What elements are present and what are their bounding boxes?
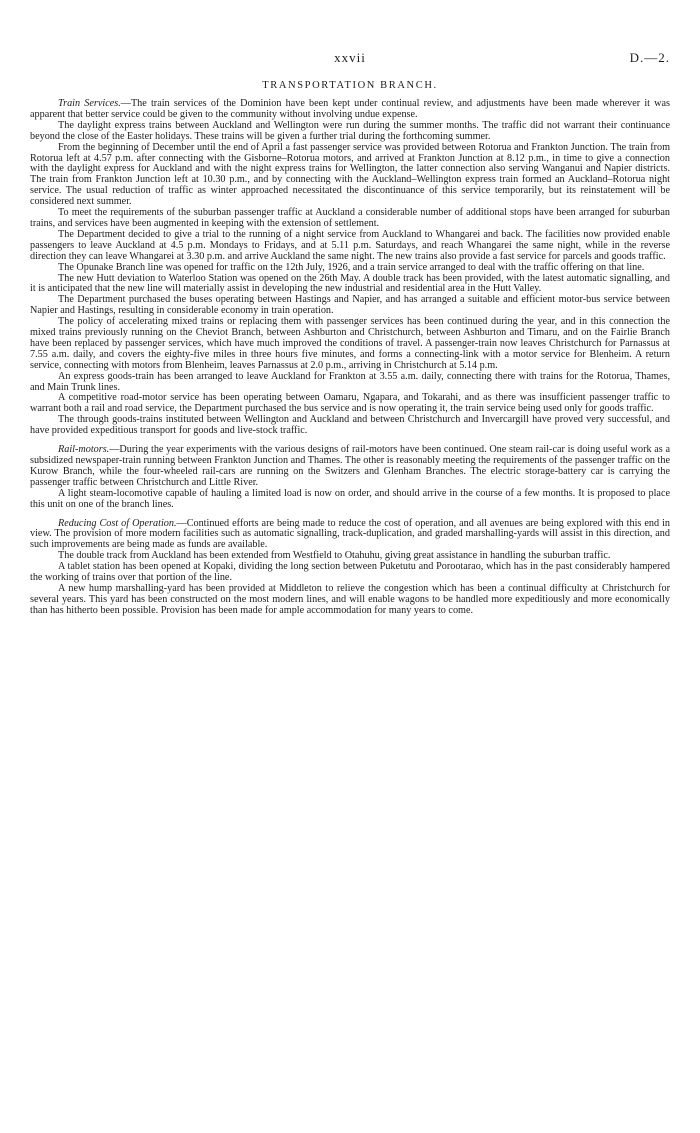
paragraph: The Opunake Branch line was opened for traffic on the 12th July, 1926, and a train service arranged to deal with the traffic offering on that line.: [58, 261, 645, 273]
paragraph: An express goods-train has been arranged to leave Auckland for Frankton at 3.55 a.m. daily, connecting there with trains for the Rotorua, Thames, and Main Trunk lines.: [30, 370, 670, 393]
paragraph-rail-motors: Rail-motors.—During the year experiments with the various designs of rail-motors have been continued. One steam rail-car is doing useful work as a subsidized newspaper-train running between Frankton Junction and Thames. The other is reasonably meeting the requirements of the passenger traffic on the Kurow Branch, while the four-wheeled rail-cars are running on the Switzers and Glenham Branches. The electric storage-battery car is carrying the passenger traffic between Christchurch and Little River.: [30, 444, 671, 488]
paragraph: The Department purchased the buses operating between Hastings and Napier, and has arranged a suitable and efficient motor-bus service between Napier and Hastings, resulting in considerable economy in train operation.: [30, 294, 670, 317]
subheading-train-services: Train Services.: [58, 98, 121, 109]
paragraph: The double track from Auckland has been extended from Westfield to Otahuhu, giving great assistance in handling the suburban traffic.: [58, 550, 611, 562]
subheading-reducing-cost: Reducing Cost of Operation.: [58, 517, 177, 529]
paragraph: A tablet station has been opened at Kopaki, dividing the long section between Puketutu and Porootarao, which has in the past considerably hampered the working of trains over that portion of the line.: [30, 561, 670, 584]
body-text: [30, 99, 670, 617]
paragraph-reducing-cost: Reducing Cost of Operation.—Continued efforts are being made to reduce the cost of operation, and all avenues are being explored with this end in view. The provision of more modern facilities such as automatic signalling, track-duplication, and graded marshalling-yards will assist in this direction, and such improvements are being made as funds are available.: [30, 517, 670, 551]
document-reference: D.—2.: [629, 50, 670, 65]
paragraph: A new hump marshalling-yard has been provided at Middleton to relieve the congestion which has been a continual difficulty at Christchurch for several years. This yard has been constructed on the most modern lines, and will enable wagons to be handled more expeditiously and more economically than has hitherto been possible. Provision has been made for ample accommodation for many years to come.: [30, 582, 670, 616]
paragraph: The through goods-trains instituted between Wellington and Auckland and between Christchurch and Invercargill have proved very successful, and have provided expeditious transport for goods and live-stock traffic.: [30, 414, 670, 437]
section-title: TRANSPORTATION BRANCH.: [262, 80, 438, 91]
paragraph: The daylight express trains between Auckland and Wellington were run during the summer months. The traffic did not warrant their continuance beyond the close of the Easter holidays. These trains will be given a further trial during the forthcoming summer.: [30, 119, 670, 142]
paragraph-train-services: Train Services.—The train services of the Dominion have been kept under continual review, and adjustments have been made wherever it was apparent that better service could be given to the community without involving undue expense.: [30, 98, 671, 120]
page-header: [30, 50, 670, 72]
paragraph: A light steam-locomotive capable of hauling a limited load is now on order, and should arrive in the course of a few months. It is proposed to place this unit on one of the branch lines.: [30, 487, 670, 510]
subheading-rail-motors: Rail-motors.: [58, 444, 110, 456]
paragraph: To meet the requirements of the suburban passenger traffic at Auckland a considerable number of additional stops have been arranged for suburban trains, and services have been augmented in keeping with the extension of settlement.: [30, 207, 670, 229]
paragraph: A competitive road-motor service has been operating between Oamaru, Ngapara, and Tokarahi, and as there was insufficient passenger traffic to warrant both a rail and road service, the Department purchased the bus service and is now operating it, the train service being used only for goods traffic.: [30, 392, 670, 415]
document-page: [30, 50, 670, 617]
paragraph: The policy of accelerating mixed trains or replacing them with passenger services has been continued during the year, and in this connection the mixed trains previously running on the Cheviot Branch, between Ashburton and Christchurch, between Ashburton and Timaru, and on the Fairlie Branch have been replaced by passenger services, which have much improved the conditions of travel. A passenger-train now leaves Christchurch for Parnassus at 7.55 a.m. daily, and covers the eighty-five miles in three hours five minutes, and forms a connecting-link with a motor service for Blenheim. A return service, connecting with motors from Blenheim, leaves Parnassus at 2.0 p.m., arriving in Christchurch at 5.14 p.m.: [30, 316, 670, 371]
paragraph: From the beginning of December until the end of April a fast passenger service was provided between Rotorua and Frankton Junction. The train from Rotorua left at 4.57 p.m. after connecting with the Gisborne–Rotorua motors, and arrived at Frankton Junction at 8.12 p.m., in time to give a connection with the daylight express for Auckland and with the night express trains for Wellington, the latter connection also serving Wanganui and Napier districts. The train from Frankton Junction left at 10.30 p.m., and by connecting with the Auckland–Wellington express train formed an Auckland–Rotorua night service. The usual reduction of traffic as winter approached necessitated the discontinuance of this service temporarily, but its reinstatement will be considered next summer.: [30, 141, 670, 208]
page-number: xxvii: [334, 50, 366, 65]
paragraph: The new Hutt deviation to Waterloo Station was opened on the 26th May. A double track has been provided, with the latest automatic signalling, and it is anticipated that the new line will materially assist in developing the new industrial and residential area in the Hutt Valley.: [30, 272, 670, 295]
paragraph: The Department decided to give a trial to the running of a night service from Auckland to Whangarei and back. The facilities now provided enable passengers to leave Auckland at 4.5 p.m. Mondays to Fridays, and at 5.11 p.m. Saturdays, and reach Whangarei the same night, while in the reverse direction they can leave Whangarei at 3.30 p.m. and arrive Auckland the same night. The new trains also provide a fast service for parcels and goods traffic.: [30, 228, 670, 262]
